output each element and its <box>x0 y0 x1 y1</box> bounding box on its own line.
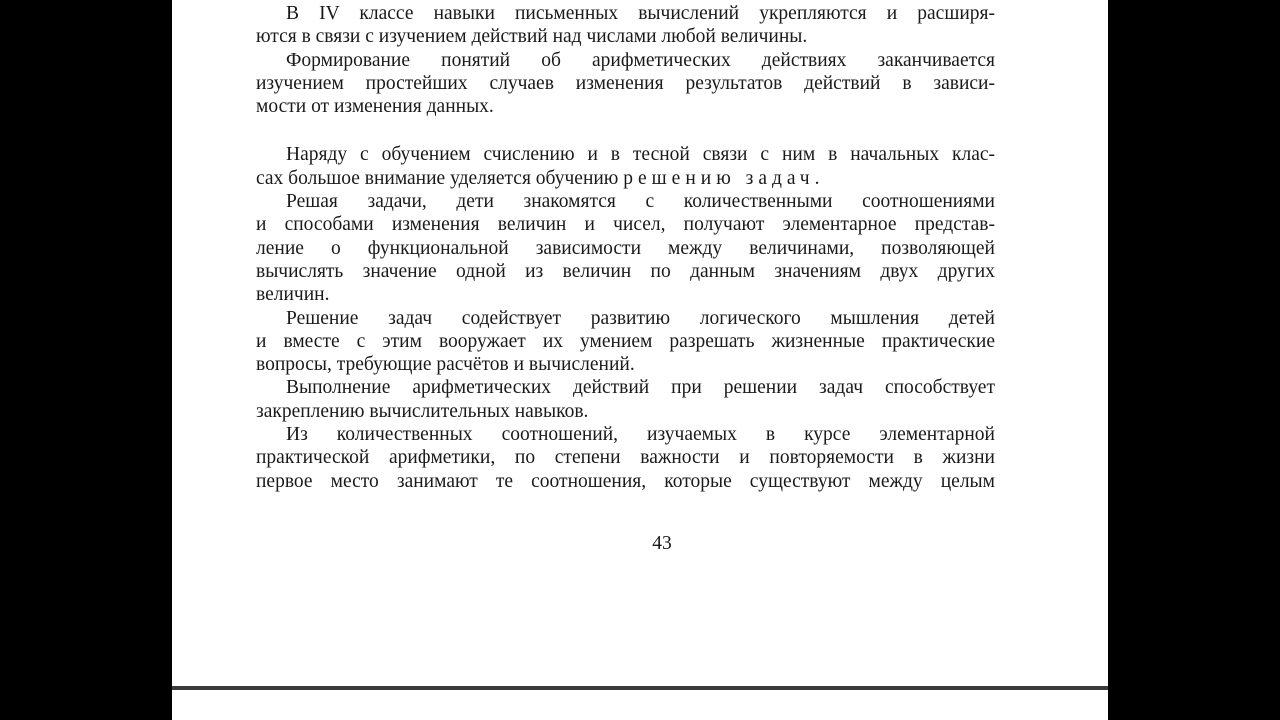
text-line: практической арифметики, по степени важности и повторяемости в жизни <box>256 447 995 469</box>
text-line: В IV классе навыки письменных вычислений укрепляются и расширя- <box>286 3 995 24</box>
text-line: и способами изменения величин и чисел, получают элементарное представ- <box>256 214 995 236</box>
text-line: Выполнение арифметических действий при решении задач способствует <box>286 377 995 399</box>
text-segment: сах большое внимание уделяется обучению <box>256 167 624 189</box>
text-line: Решение задач содействует развитию логического мышления детей <box>286 307 995 329</box>
paragraph-gap <box>256 118 995 143</box>
text-line: Решая задачи, дети знакомятся с количественными соотношениями <box>286 191 995 213</box>
text-line <box>256 167 995 190</box>
next-page-edge <box>172 690 1108 720</box>
text-line: ются в связи с изучением действий над числами любой величины. <box>256 26 808 48</box>
page-text <box>256 0 995 493</box>
text-line: вопросы, требующие расчётов и вычислений. <box>256 354 635 376</box>
text-line: Наряду с обучением счислению и в тесной связи с ним в начальных клас- <box>286 144 995 166</box>
document-page <box>172 0 1108 686</box>
text-line: первое место занимают те соотношения, которые существуют между целым <box>256 470 995 492</box>
text-segment: . <box>814 167 820 189</box>
text-line: мости от изменения данных. <box>256 96 494 118</box>
emphasized-text: решению задач <box>623 167 815 189</box>
page-number: 43 <box>652 533 672 554</box>
text-line: изучением простейших случаев изменения результатов действий в зависи- <box>256 72 995 94</box>
text-line: вычислять значение одной из величин по данным значениям двух других <box>256 260 995 282</box>
text-line: Из количественных соотношений, изучаемых в курсе элементарной <box>286 424 995 446</box>
text-line: закреплению вычислительных навыков. <box>256 400 589 422</box>
text-line: ление о функциональной зависимости между величинами, позволяющей <box>256 237 995 259</box>
text-line: Формирование понятий об арифметических действиях заканчивается <box>286 49 995 71</box>
text-line: величин. <box>256 284 330 306</box>
text-line: и вместе с этим вооружает их умением разрешать жизненные практические <box>256 330 995 352</box>
